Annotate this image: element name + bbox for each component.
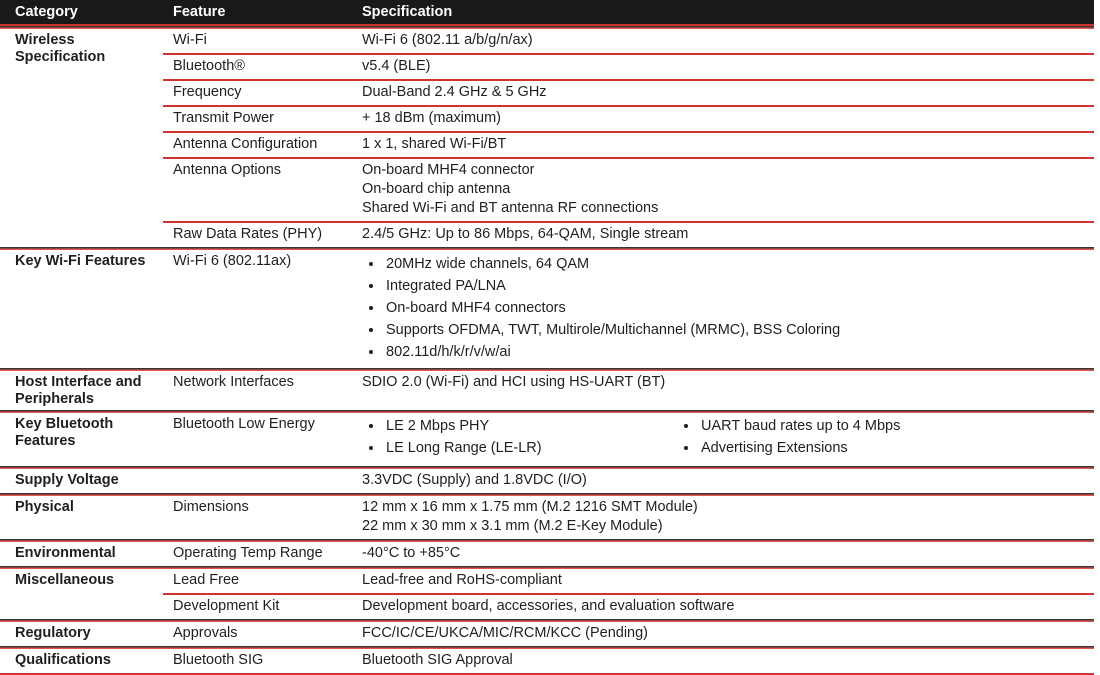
feature-label: Bluetooth SIG <box>173 652 264 668</box>
feature-label: Approvals <box>173 625 238 641</box>
spec-line: Wi-Fi 6 (802.11 a/b/g/n/ax) <box>362 32 533 48</box>
feature-cell <box>163 84 362 103</box>
feature-cell <box>163 32 362 51</box>
spec-cell <box>362 545 1094 564</box>
feature-row <box>163 29 1094 55</box>
spec-line: 22 mm x 30 mm x 3.1 mm (M.2 E-Key Module) <box>362 518 663 534</box>
feature-cell <box>163 226 362 245</box>
feature-row <box>163 496 1094 539</box>
feature-label: Development Kit <box>173 598 280 614</box>
category-label: Supply Voltage <box>15 472 119 488</box>
feature-rows <box>163 542 1094 566</box>
feature-label: Bluetooth Low Energy <box>173 416 315 432</box>
feature-cell <box>163 652 362 671</box>
feature-label: Wi-Fi 6 (802.11ax) <box>173 253 292 269</box>
category-cell <box>0 250 163 368</box>
spec-line: Dual-Band 2.4 GHz & 5 GHz <box>362 84 547 100</box>
category-label: Host Interface and Peripherals <box>15 374 142 407</box>
spec-bullet-item: • LE 2 Mbps PHY <box>384 418 677 435</box>
category-label: Miscellaneous <box>15 572 115 588</box>
spec-cell <box>362 374 1094 393</box>
spec-bullet-item: • 20MHz wide channels, 64 QAM <box>384 256 1094 273</box>
feature-rows <box>163 371 1094 410</box>
category-cell <box>0 569 163 619</box>
feature-row <box>163 649 1094 673</box>
feature-label: Antenna Configuration <box>173 136 318 152</box>
header-feature: Feature <box>173 3 226 20</box>
feature-rows <box>163 469 1094 493</box>
spec-cell <box>362 110 1094 129</box>
spec-cell <box>362 416 1094 464</box>
feature-label: Operating Temp Range <box>173 545 323 561</box>
spec-line: 12 mm x 16 mm x 1.75 mm (M.2 1216 SMT Module) <box>362 499 698 515</box>
feature-label: Wi-Fi <box>173 32 207 48</box>
spec-cell <box>362 572 1094 591</box>
feature-row <box>163 107 1094 133</box>
feature-rows <box>163 496 1094 539</box>
header-category: Category <box>15 3 78 20</box>
feature-row <box>163 413 1094 466</box>
feature-cell <box>163 110 362 129</box>
feature-cell <box>163 572 362 591</box>
feature-rows <box>163 250 1094 368</box>
feature-rows <box>163 622 1094 646</box>
feature-cell <box>163 598 362 617</box>
feature-row <box>163 250 1094 368</box>
spec-line: Shared Wi-Fi and BT antenna RF connections <box>362 200 659 216</box>
category-section <box>0 542 1094 566</box>
category-section <box>0 371 1094 410</box>
spec-cell <box>362 226 1094 245</box>
feature-label: Frequency <box>173 84 242 100</box>
feature-label: Lead Free <box>173 572 240 588</box>
feature-row <box>163 223 1094 247</box>
spec-line: -40°C to +85°C <box>362 545 461 561</box>
category-section <box>0 649 1094 673</box>
feature-cell <box>163 58 362 77</box>
feature-cell <box>163 625 362 644</box>
spec-cell <box>362 58 1094 77</box>
feature-cell <box>163 416 362 464</box>
feature-label: Network Interfaces <box>173 374 294 390</box>
category-section <box>0 496 1094 539</box>
category-section <box>0 622 1094 646</box>
feature-rows <box>163 413 1094 466</box>
category-cell <box>0 622 163 646</box>
category-label: Regulatory <box>15 625 91 641</box>
category-cell <box>0 649 163 673</box>
feature-row <box>163 469 1094 493</box>
category-label: Wireless Specification <box>15 32 106 65</box>
spec-bullet-item: • UART baud rates up to 4 Mbps <box>699 418 1094 435</box>
feature-cell <box>163 253 362 366</box>
spec-bullet-item: • LE Long Range (LE-LR) <box>384 440 677 457</box>
spec-bullet-item: • Integrated PA/LNA <box>384 278 1094 295</box>
spec-bullet-list-right <box>677 418 1094 462</box>
spec-bullet-item: • On-board MHF4 connectors <box>384 300 1094 317</box>
spec-line: FCC/IC/CE/UKCA/MIC/RCM/KCC (Pending) <box>362 625 649 641</box>
feature-rows <box>163 649 1094 673</box>
feature-cell <box>163 472 362 491</box>
spec-cell <box>362 84 1094 103</box>
feature-cell <box>163 162 362 219</box>
category-cell <box>0 496 163 539</box>
spec-cell <box>362 625 1094 644</box>
category-cell <box>0 371 163 410</box>
category-label: Key Bluetooth Features <box>15 416 114 449</box>
table-body <box>0 26 1094 675</box>
feature-row <box>163 133 1094 159</box>
feature-label: Transmit Power <box>173 110 274 126</box>
feature-row <box>163 542 1094 566</box>
spec-line: On-board MHF4 connector <box>362 162 535 178</box>
feature-row <box>163 81 1094 107</box>
spec-cell <box>362 472 1094 491</box>
feature-cell <box>163 545 362 564</box>
category-section <box>0 250 1094 368</box>
category-section <box>0 413 1094 466</box>
spec-line: v5.4 (BLE) <box>362 58 431 74</box>
category-section <box>0 469 1094 493</box>
header-specification: Specification <box>362 3 453 20</box>
spec-cell <box>362 32 1094 51</box>
category-cell <box>0 413 163 466</box>
spec-line: SDIO 2.0 (Wi-Fi) and HCI using HS-UART (BT) <box>362 374 666 390</box>
spec-line: On-board chip antenna <box>362 181 511 197</box>
feature-rows <box>163 569 1094 619</box>
spec-cell <box>362 652 1094 671</box>
spec-cell <box>362 162 1094 219</box>
spec-bullet-list-left <box>362 418 677 462</box>
feature-rows <box>163 29 1094 247</box>
feature-cell <box>163 374 362 393</box>
category-cell <box>0 542 163 566</box>
feature-row <box>163 569 1094 595</box>
spec-line: 3.3VDC (Supply) and 1.8VDC (I/O) <box>362 472 587 488</box>
spec-cell <box>362 598 1094 617</box>
spec-bullet-list <box>362 256 1094 361</box>
spec-line: 2.4/5 GHz: Up to 86 Mbps, 64-QAM, Single stream <box>362 226 689 242</box>
spec-bullet-item: • Advertising Extensions <box>699 440 1094 457</box>
spec-line: Lead-free and RoHS-compliant <box>362 572 562 588</box>
feature-label: Bluetooth® <box>173 58 245 74</box>
spec-cell <box>362 253 1094 366</box>
feature-cell <box>163 136 362 155</box>
category-cell <box>0 29 163 247</box>
spec-line: Development board, accessories, and evaluation software <box>362 598 735 614</box>
spec-line: 1 x 1, shared Wi-Fi/BT <box>362 136 507 152</box>
category-label: Qualifications <box>15 652 111 668</box>
feature-row <box>163 622 1094 646</box>
feature-row <box>163 371 1094 395</box>
category-cell <box>0 469 163 493</box>
spec-bullet-columns <box>362 416 1094 464</box>
spec-line: + 18 dBm (maximum) <box>362 110 501 126</box>
category-label: Environmental <box>15 545 116 561</box>
feature-label: Antenna Options <box>173 162 282 178</box>
category-label: Physical <box>15 499 74 515</box>
spec-bullet-item: • Supports OFDMA, TWT, Multirole/Multichannel (MRMC), BSS Coloring <box>384 322 1094 339</box>
feature-label: Raw Data Rates (PHY) <box>173 226 323 242</box>
category-label: Key Wi-Fi Features <box>15 253 146 269</box>
category-section <box>0 29 1094 247</box>
feature-row <box>163 159 1094 223</box>
spec-line: Bluetooth SIG Approval <box>362 652 513 668</box>
feature-cell <box>163 499 362 537</box>
feature-row <box>163 55 1094 81</box>
table-header-row <box>0 0 1094 24</box>
spec-cell <box>362 499 1094 537</box>
spec-cell <box>362 136 1094 155</box>
spec-bullet-item: • 802.11d/h/k/r/v/w/ai <box>384 344 1094 361</box>
feature-label: Dimensions <box>173 499 249 515</box>
feature-row <box>163 595 1094 619</box>
category-section <box>0 569 1094 619</box>
